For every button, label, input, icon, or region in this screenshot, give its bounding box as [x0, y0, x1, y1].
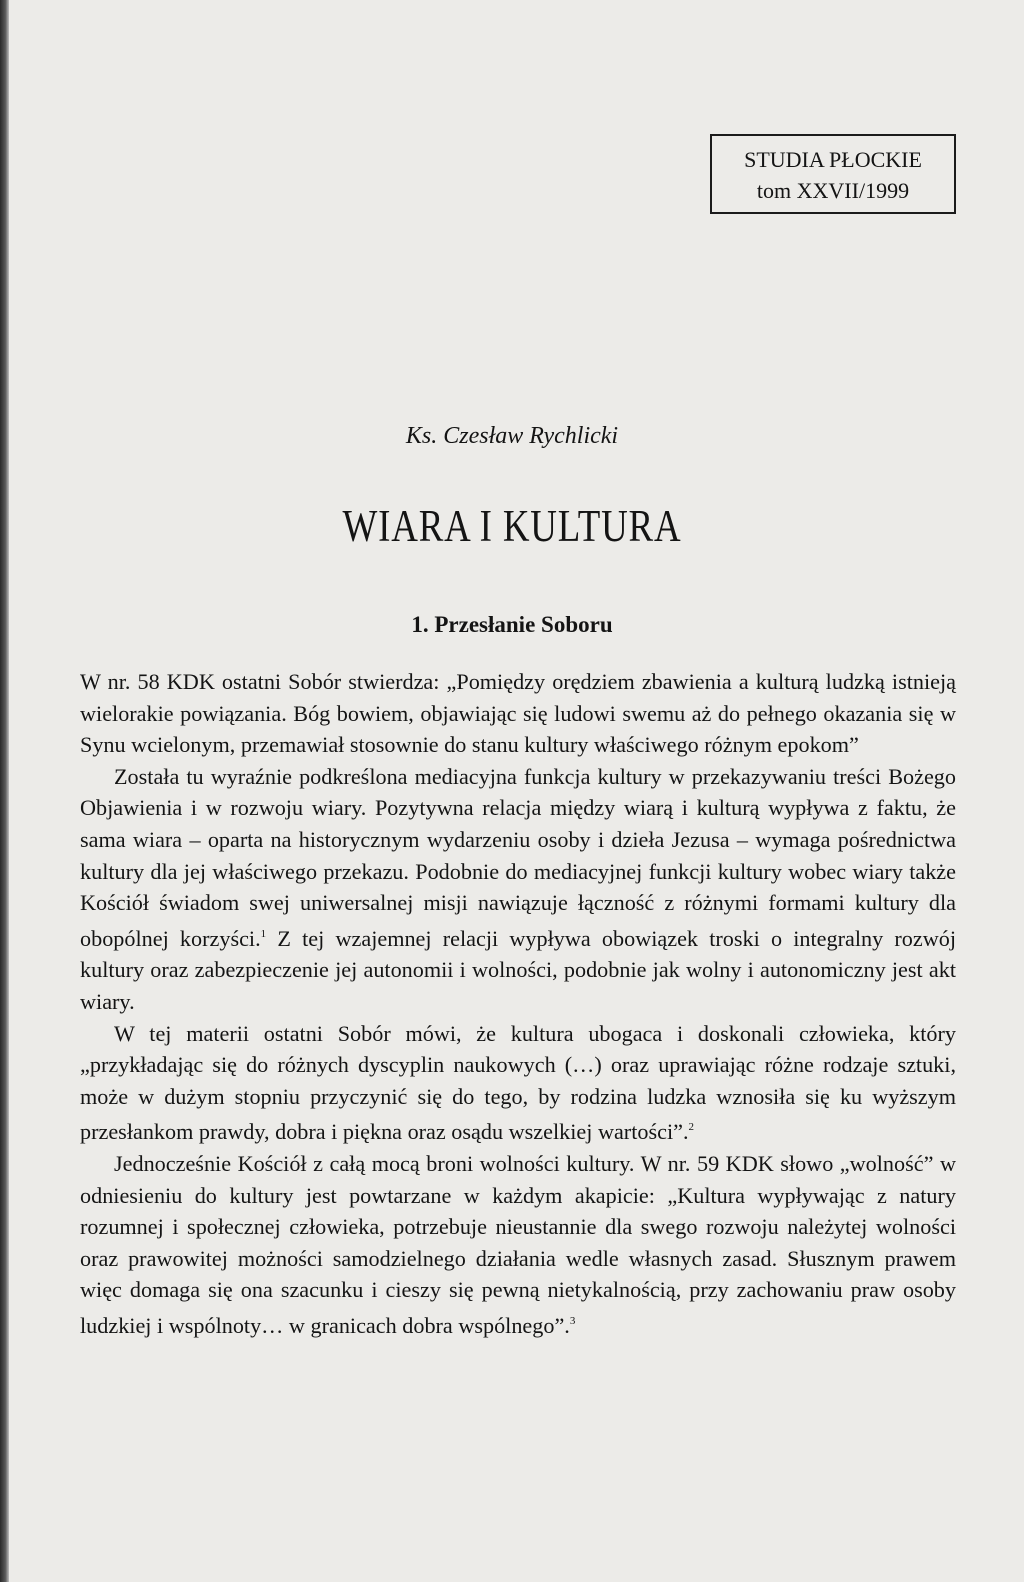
article-body [80, 666, 956, 1341]
paragraph-text: Jednocześnie Kościół z całą mocą broni wolności kultury. W nr. 59 KDK słowo „wolność” w odniesieniu do kultury jest powtarzane w każdym akapicie: „Kultura wypływając z natury rozumnej i społecznej człowieka, potrzebuje nieustannie dla swego rozwoju należytej wolności oraz prawowitej możności samodzielnego działania wedle własnych zasad. Słusznym prawem więc domaga się ona szacunku i cieszy się pewną nietykalnością, przy zachowaniu praw osoby ludzkiej i wspólnoty… w granicach dobra wspólnego”. [80, 1150, 956, 1338]
paragraph-text: W tej materii ostatni Sobór mówi, że kultura ubogaca i doskonali człowieka, który „przykładając się do różnych dyscyplin naukowych (…) oraz uprawiając różne rodzaje sztuki, może w dużym stopniu przyczynić się do tego, by rodzina ludzka wznosiła się ku wyższym przesłankom prawdy, dobra i piękna oraz osądu wszelkiej wartości”. [80, 1020, 956, 1145]
paragraph-text: Została tu wyraźnie podkreślona mediacyjna funkcja kultury w przekazywaniu treści Bożego Objawienia i w rozwoju wiary. Pozytywna relacja między wiarą i kulturą wypływa z faktu, że sama wiara – oparta na historycznym wydarzeniu osoby i dzieła Jezusa – wymaga pośrednictwa kultury dla jej właściwego przekazu. Podobnie do mediacyjnej funkcji kultury wobec wiary także Kościół świadom swej uniwersalnej misji nawiązuje łączność z różnymi formami kultury dla obopólnej korzyści. [80, 763, 956, 951]
footnote-marker[interactable]: 2 [688, 1121, 694, 1134]
paragraph-text-continued: Z tej wzajemnej relacji wypływa obowiązek troski o integralny rozwój kultury oraz zabezpieczenie jej autonomii i wolności, podobnie jak wolny i autonomiczny jest akt wiary. [80, 925, 956, 1014]
journal-volume: tom XXVII/1999 [756, 178, 910, 203]
journal-name: STUDIA PŁOCKIE [744, 147, 922, 172]
article-title: WIARA I KULTURA [342, 501, 682, 551]
paragraph-3 [80, 1018, 956, 1148]
author-name: Ks. Czesław Rychlicki [405, 423, 619, 449]
footnote-marker[interactable]: 3 [569, 1314, 576, 1327]
paragraph-2 [80, 761, 956, 1018]
paragraph-1 [80, 666, 956, 761]
paragraph-4 [80, 1148, 956, 1342]
journal-header-box [710, 134, 956, 214]
section-heading: 1. Przesłanie Soboru [411, 612, 613, 637]
footnote-marker[interactable]: 1 [260, 927, 267, 940]
page-edge-shadow [0, 0, 9, 1582]
paragraph-text: W nr. 58 KDK ostatni Sobór stwierdza: „Pomiędzy orędziem zbawienia a kulturą ludzką istnieją wielorakie powiązania. Bóg bowiem, objawiając się ludowi swemu aż do pełnego okazania się w Synu wcielonym, przemawiał stosownie do stanu kultury właściwego różnym epokom” [80, 669, 956, 758]
